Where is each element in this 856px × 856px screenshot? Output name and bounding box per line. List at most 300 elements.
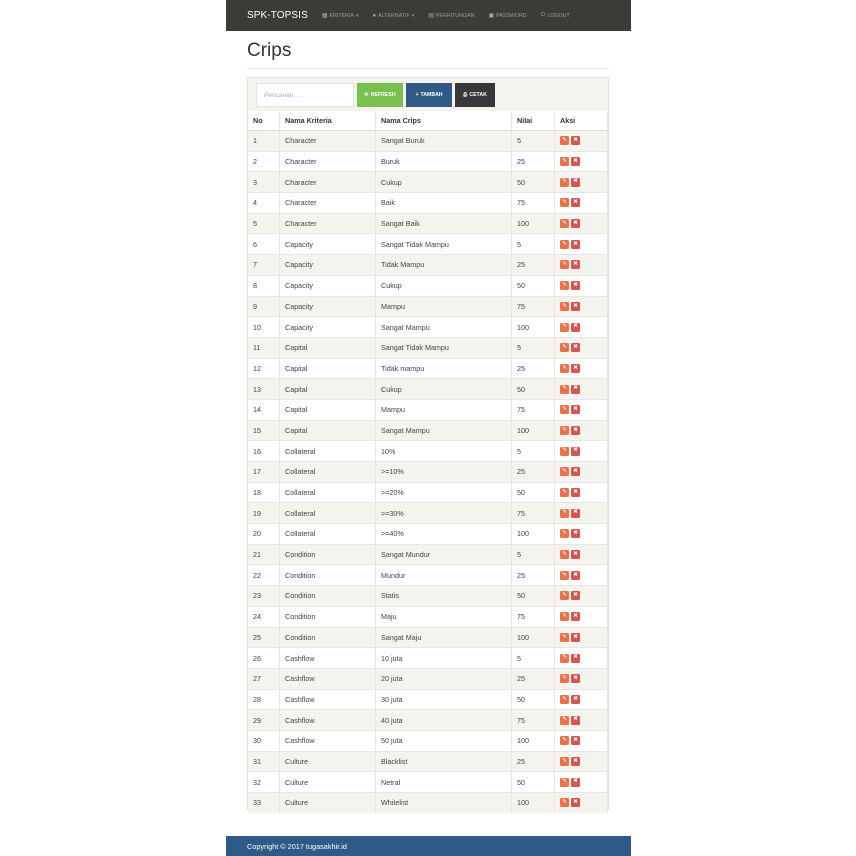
edit-icon[interactable]: ✎	[560, 550, 569, 559]
cell-aksi	[555, 730, 608, 751]
cell-no: 4	[248, 193, 280, 214]
cell-aksi	[555, 420, 608, 441]
cell-nilai: 100	[512, 627, 555, 648]
action-group	[560, 343, 607, 352]
cell-nilai: 100	[512, 420, 555, 441]
cell-nama-crips: Mampu	[376, 399, 512, 420]
cell-nama-kriteria: Condition	[280, 565, 376, 586]
table-row	[248, 462, 608, 483]
cell-nama-crips: 40 juta	[376, 710, 512, 731]
table-row	[248, 399, 608, 420]
table-row	[248, 420, 608, 441]
cell-aksi	[555, 627, 608, 648]
cell-aksi	[555, 462, 608, 483]
brand-link[interactable]: SPK-TOPSIS	[247, 10, 308, 21]
action-group	[560, 447, 607, 456]
edit-icon[interactable]: ✎	[560, 674, 569, 683]
tambah-button[interactable]	[406, 83, 452, 107]
cell-nilai: 25	[512, 565, 555, 586]
action-group	[560, 385, 607, 394]
edit-icon[interactable]: ✎	[560, 654, 569, 663]
action-group	[560, 633, 607, 642]
cell-aksi	[555, 234, 608, 255]
table-row	[248, 524, 608, 545]
cell-nama-kriteria: Character	[280, 193, 376, 214]
cell-nilai: 5	[512, 441, 555, 462]
cell-nama-kriteria: Character	[280, 213, 376, 234]
nav-logout[interactable]	[541, 12, 570, 19]
action-group	[560, 778, 607, 787]
delete-icon[interactable]: ✖	[571, 509, 580, 518]
delete-icon[interactable]: ✖	[571, 157, 580, 166]
cell-nilai: 50	[512, 772, 555, 793]
edit-icon[interactable]: ✎	[560, 509, 569, 518]
edit-icon[interactable]: ✎	[560, 467, 569, 476]
nav-kriteria-label: KRITERIA	[329, 12, 354, 19]
cell-nama-crips: Buruk	[376, 151, 512, 172]
cell-nama-kriteria: Collateral	[280, 441, 376, 462]
edit-icon[interactable]: ✎	[560, 136, 569, 145]
delete-icon[interactable]: ✖	[571, 178, 580, 187]
cell-nilai: 100	[512, 793, 555, 813]
caret-down-icon: ▾	[355, 12, 359, 19]
cell-nama-crips: Sangat Mundur	[376, 544, 512, 565]
cell-nama-crips: >=40%	[376, 524, 512, 545]
calculator-icon: ▤	[428, 13, 434, 19]
cell-aksi	[555, 606, 608, 627]
delete-icon[interactable]: ✖	[571, 798, 580, 807]
delete-icon[interactable]: ✖	[571, 385, 580, 394]
cell-nilai: 100	[512, 524, 555, 545]
edit-icon[interactable]: ✎	[560, 633, 569, 642]
cell-aksi	[555, 131, 608, 152]
cell-aksi	[555, 441, 608, 462]
table-row	[248, 544, 608, 565]
cell-no: 12	[248, 358, 280, 379]
cell-nama-crips: 10 juta	[376, 648, 512, 669]
cell-nama-crips: Sangat Mampu	[376, 317, 512, 338]
cell-nama-kriteria: Collateral	[280, 503, 376, 524]
edit-icon[interactable]: ✎	[560, 240, 569, 249]
cell-nilai: 75	[512, 399, 555, 420]
cell-no: 13	[248, 379, 280, 400]
table-row	[248, 689, 608, 710]
cell-nilai: 5	[512, 337, 555, 358]
cell-nilai: 75	[512, 503, 555, 524]
cell-nama-crips: Statis	[376, 586, 512, 607]
cell-nama-crips: Cukup	[376, 172, 512, 193]
header-aksi: Aksi	[555, 111, 608, 131]
action-group	[560, 488, 607, 497]
edit-icon[interactable]: ✎	[560, 571, 569, 580]
edit-icon[interactable]: ✎	[560, 798, 569, 807]
user-icon: ●	[372, 12, 377, 19]
cell-nama-crips: Sangat Buruk	[376, 131, 512, 152]
cell-no: 23	[248, 586, 280, 607]
cell-no: 33	[248, 793, 280, 813]
cell-aksi	[555, 482, 608, 503]
edit-icon[interactable]: ✎	[560, 695, 569, 704]
table-header-row	[248, 111, 608, 131]
cell-nilai: 50	[512, 379, 555, 400]
cell-nama-kriteria: Character	[280, 172, 376, 193]
delete-icon[interactable]: ✖	[571, 716, 580, 725]
cell-no: 24	[248, 606, 280, 627]
delete-icon[interactable]: ✖	[571, 323, 580, 332]
crips-table	[248, 111, 608, 813]
cell-nama-crips: >=20%	[376, 482, 512, 503]
delete-icon[interactable]: ✖	[571, 591, 580, 600]
delete-icon[interactable]: ✖	[571, 136, 580, 145]
cell-aksi	[555, 772, 608, 793]
cell-aksi	[555, 668, 608, 689]
cell-nama-crips: Whitelist	[376, 793, 512, 813]
edit-icon[interactable]: ✎	[560, 302, 569, 311]
table-row	[248, 648, 608, 669]
delete-icon[interactable]: ✖	[571, 778, 580, 787]
delete-icon[interactable]: ✖	[571, 260, 580, 269]
cell-nilai: 75	[512, 710, 555, 731]
delete-icon[interactable]: ✖	[571, 695, 580, 704]
cell-nilai: 25	[512, 668, 555, 689]
cell-nama-kriteria: Capacity	[280, 296, 376, 317]
cell-nama-crips: 30 juta	[376, 689, 512, 710]
action-group	[560, 509, 607, 518]
table-row	[248, 234, 608, 255]
cell-aksi	[555, 648, 608, 669]
toolbar	[256, 83, 495, 107]
cell-no: 18	[248, 482, 280, 503]
cell-aksi	[555, 503, 608, 524]
cetak-label: CETAK	[469, 92, 487, 98]
page-title: Crips	[247, 40, 292, 61]
cell-aksi	[555, 172, 608, 193]
cell-aksi	[555, 317, 608, 338]
edit-icon[interactable]: ✎	[560, 529, 569, 538]
cell-nilai: 50	[512, 275, 555, 296]
edit-icon[interactable]: ✎	[560, 385, 569, 394]
table-row	[248, 193, 608, 214]
action-group	[560, 716, 607, 725]
edit-icon[interactable]: ✎	[560, 488, 569, 497]
edit-icon[interactable]: ✎	[560, 405, 569, 414]
top-navbar	[226, 0, 631, 31]
action-group	[560, 219, 607, 228]
edit-icon[interactable]: ✎	[560, 260, 569, 269]
cell-nama-kriteria: Capital	[280, 399, 376, 420]
action-group	[560, 757, 607, 766]
action-group	[560, 323, 607, 332]
edit-icon[interactable]: ✎	[560, 736, 569, 745]
cell-nama-kriteria: Character	[280, 151, 376, 172]
cell-nilai: 25	[512, 151, 555, 172]
cell-nama-kriteria: Collateral	[280, 482, 376, 503]
cell-no: 15	[248, 420, 280, 441]
delete-icon[interactable]: ✖	[571, 405, 580, 414]
edit-icon[interactable]: ✎	[560, 612, 569, 621]
delete-icon[interactable]: ✖	[571, 571, 580, 580]
edit-icon[interactable]: ✎	[560, 757, 569, 766]
cell-nama-kriteria: Capacity	[280, 234, 376, 255]
nav-alternatif[interactable]	[372, 13, 414, 19]
cell-nama-crips: Mampu	[376, 296, 512, 317]
cell-nama-crips: Sangat Tidak Mampu	[376, 234, 512, 255]
table-row	[248, 606, 608, 627]
action-group	[560, 136, 607, 145]
table-row	[248, 586, 608, 607]
cell-nama-kriteria: Collateral	[280, 462, 376, 483]
action-group	[560, 281, 607, 290]
delete-icon[interactable]: ✖	[571, 736, 580, 745]
cell-nilai: 25	[512, 751, 555, 772]
cell-nama-crips: 20 juta	[376, 668, 512, 689]
cell-nilai: 25	[512, 358, 555, 379]
delete-icon[interactable]: ✖	[571, 343, 580, 352]
table-row	[248, 151, 608, 172]
cell-nama-kriteria: Cashflow	[280, 710, 376, 731]
cell-no: 7	[248, 255, 280, 276]
action-group	[560, 571, 607, 580]
delete-icon[interactable]: ✖	[571, 447, 580, 456]
cell-no: 16	[248, 441, 280, 462]
copyright-text: Copyright © 2017 tugasakhir.id	[247, 841, 347, 851]
cell-nama-kriteria: Collateral	[280, 524, 376, 545]
table-row	[248, 751, 608, 772]
table-row	[248, 668, 608, 689]
delete-icon[interactable]: ✖	[571, 529, 580, 538]
cell-nama-crips: Sangat Tidak Mampu	[376, 337, 512, 358]
cell-aksi	[555, 586, 608, 607]
cell-no: 1	[248, 131, 280, 152]
delete-icon[interactable]: ✖	[571, 198, 580, 207]
cell-nama-kriteria: Capacity	[280, 275, 376, 296]
delete-icon[interactable]: ✖	[571, 364, 580, 373]
cell-aksi	[555, 689, 608, 710]
cell-no: 2	[248, 151, 280, 172]
edit-icon[interactable]: ✎	[560, 219, 569, 228]
cell-nama-crips: Maju	[376, 606, 512, 627]
table-row	[248, 275, 608, 296]
cell-no: 31	[248, 751, 280, 772]
print-icon: ⎙	[463, 91, 468, 98]
cell-no: 17	[248, 462, 280, 483]
cell-nama-crips: Blacklist	[376, 751, 512, 772]
action-group	[560, 198, 607, 207]
table-row	[248, 565, 608, 586]
lock-icon: ▣	[488, 13, 495, 19]
delete-icon[interactable]: ✖	[571, 302, 580, 311]
nav-alternatif-label: ALTERNATIF	[378, 12, 410, 19]
cell-no: 6	[248, 234, 280, 255]
action-group	[560, 798, 607, 807]
cell-nama-kriteria: Cashflow	[280, 648, 376, 669]
table-row	[248, 358, 608, 379]
table-body	[248, 131, 608, 813]
delete-icon[interactable]: ✖	[571, 550, 580, 559]
cell-nilai: 75	[512, 606, 555, 627]
cell-nama-kriteria: Cashflow	[280, 689, 376, 710]
cell-nama-crips: Sangat Mampu	[376, 420, 512, 441]
table-row	[248, 296, 608, 317]
cell-no: 21	[248, 544, 280, 565]
cell-no: 30	[248, 730, 280, 751]
table-row	[248, 379, 608, 400]
cell-nilai: 5	[512, 648, 555, 669]
plus-icon: +	[415, 92, 419, 98]
table-row	[248, 627, 608, 648]
nav-password[interactable]	[488, 12, 526, 19]
table-row	[248, 730, 608, 751]
cetak-button[interactable]	[455, 83, 495, 107]
refresh-label: REFRESH	[370, 92, 396, 98]
cell-nama-crips: Cukup	[376, 379, 512, 400]
cell-nama-crips: 50 juta	[376, 730, 512, 751]
footer	[226, 836, 631, 856]
delete-icon[interactable]: ✖	[571, 633, 580, 642]
cell-nama-kriteria: Capital	[280, 379, 376, 400]
action-group	[560, 654, 607, 663]
nav-perhitungan-label: PERHITUNGAN	[435, 12, 475, 19]
table-row	[248, 337, 608, 358]
refresh-icon: ⟳	[364, 92, 369, 98]
cell-no: 9	[248, 296, 280, 317]
delete-icon[interactable]: ✖	[571, 281, 580, 290]
action-group	[560, 695, 607, 704]
edit-icon[interactable]: ✎	[560, 178, 569, 187]
cell-no: 10	[248, 317, 280, 338]
cell-aksi	[555, 751, 608, 772]
cell-nama-crips: Sangat Maju	[376, 627, 512, 648]
action-group	[560, 612, 607, 621]
cell-nilai: 50	[512, 689, 555, 710]
action-group	[560, 467, 607, 476]
cell-nilai: 5	[512, 131, 555, 152]
delete-icon[interactable]: ✖	[571, 757, 580, 766]
edit-icon[interactable]: ✎	[560, 591, 569, 600]
nav-kriteria[interactable]	[322, 12, 359, 19]
search-input[interactable]	[256, 83, 354, 107]
action-group	[560, 364, 607, 373]
cell-nilai: 50	[512, 586, 555, 607]
edit-icon[interactable]: ✎	[560, 323, 569, 332]
cell-aksi	[555, 255, 608, 276]
nav-logout-label: LOGOUT	[547, 12, 570, 19]
delete-icon[interactable]: ✖	[571, 488, 580, 497]
edit-icon[interactable]: ✎	[560, 716, 569, 725]
refresh-button[interactable]	[357, 83, 403, 107]
delete-icon[interactable]: ✖	[571, 240, 580, 249]
cell-no: 25	[248, 627, 280, 648]
cell-nama-kriteria: Capital	[280, 337, 376, 358]
cell-nama-crips: Sangat Baik	[376, 213, 512, 234]
edit-icon[interactable]: ✎	[560, 157, 569, 166]
cell-aksi	[555, 151, 608, 172]
action-group	[560, 260, 607, 269]
cell-aksi	[555, 296, 608, 317]
cell-no: 22	[248, 565, 280, 586]
edit-icon[interactable]: ✎	[560, 343, 569, 352]
cell-aksi	[555, 524, 608, 545]
table-row	[248, 317, 608, 338]
delete-icon[interactable]: ✖	[571, 654, 580, 663]
delete-icon[interactable]: ✖	[571, 467, 580, 476]
cell-nama-crips: Baik	[376, 193, 512, 214]
cell-no: 11	[248, 337, 280, 358]
cell-nilai: 50	[512, 172, 555, 193]
edit-icon[interactable]: ✎	[560, 281, 569, 290]
table-row	[248, 441, 608, 462]
header-no: No	[248, 111, 280, 131]
cell-aksi	[555, 358, 608, 379]
edit-icon[interactable]: ✎	[560, 426, 569, 435]
action-group	[560, 736, 607, 745]
action-group	[560, 591, 607, 600]
header-nama-kriteria: Nama Kriteria	[280, 111, 376, 131]
delete-icon[interactable]: ✖	[571, 219, 580, 228]
cell-nama-kriteria: Condition	[280, 586, 376, 607]
table-row	[248, 213, 608, 234]
cell-no: 32	[248, 772, 280, 793]
delete-icon[interactable]: ✖	[571, 674, 580, 683]
cell-nama-kriteria: Condition	[280, 606, 376, 627]
cell-aksi	[555, 379, 608, 400]
edit-icon[interactable]: ✎	[560, 778, 569, 787]
crips-panel	[247, 77, 609, 810]
cell-nama-crips: >=30%	[376, 503, 512, 524]
cell-nama-crips: Cukup	[376, 275, 512, 296]
grid-icon: ▦	[321, 13, 328, 19]
table-row	[248, 710, 608, 731]
edit-icon[interactable]: ✎	[560, 447, 569, 456]
cell-nama-crips: Tidak Mampu	[376, 255, 512, 276]
cell-no: 28	[248, 689, 280, 710]
table-row	[248, 482, 608, 503]
cell-aksi	[555, 213, 608, 234]
table-row	[248, 772, 608, 793]
cell-nama-kriteria: Condition	[280, 627, 376, 648]
delete-icon[interactable]: ✖	[571, 426, 580, 435]
edit-icon[interactable]: ✎	[560, 198, 569, 207]
action-group	[560, 157, 607, 166]
cell-nama-kriteria: Capital	[280, 358, 376, 379]
header-nama-crips: Nama Crips	[376, 111, 512, 131]
cell-nama-crips: Netral	[376, 772, 512, 793]
cell-no: 3	[248, 172, 280, 193]
cell-aksi	[555, 565, 608, 586]
cell-nama-kriteria: Culture	[280, 772, 376, 793]
edit-icon[interactable]: ✎	[560, 364, 569, 373]
cell-aksi	[555, 544, 608, 565]
cell-no: 14	[248, 399, 280, 420]
cell-nilai: 5	[512, 234, 555, 255]
nav-perhitungan[interactable]	[428, 12, 474, 19]
action-group	[560, 674, 607, 683]
cell-nama-kriteria: Culture	[280, 793, 376, 813]
cell-nilai: 50	[512, 482, 555, 503]
cell-no: 19	[248, 503, 280, 524]
cell-nilai: 25	[512, 462, 555, 483]
table-row	[248, 503, 608, 524]
action-group	[560, 550, 607, 559]
cell-nilai: 5	[512, 544, 555, 565]
cell-nama-kriteria: Character	[280, 131, 376, 152]
nav-password-label: PASSWORD	[496, 12, 527, 19]
delete-icon[interactable]: ✖	[571, 612, 580, 621]
action-group	[560, 426, 607, 435]
caret-down-icon: ▾	[411, 12, 415, 19]
cell-aksi	[555, 710, 608, 731]
cell-nilai: 75	[512, 193, 555, 214]
